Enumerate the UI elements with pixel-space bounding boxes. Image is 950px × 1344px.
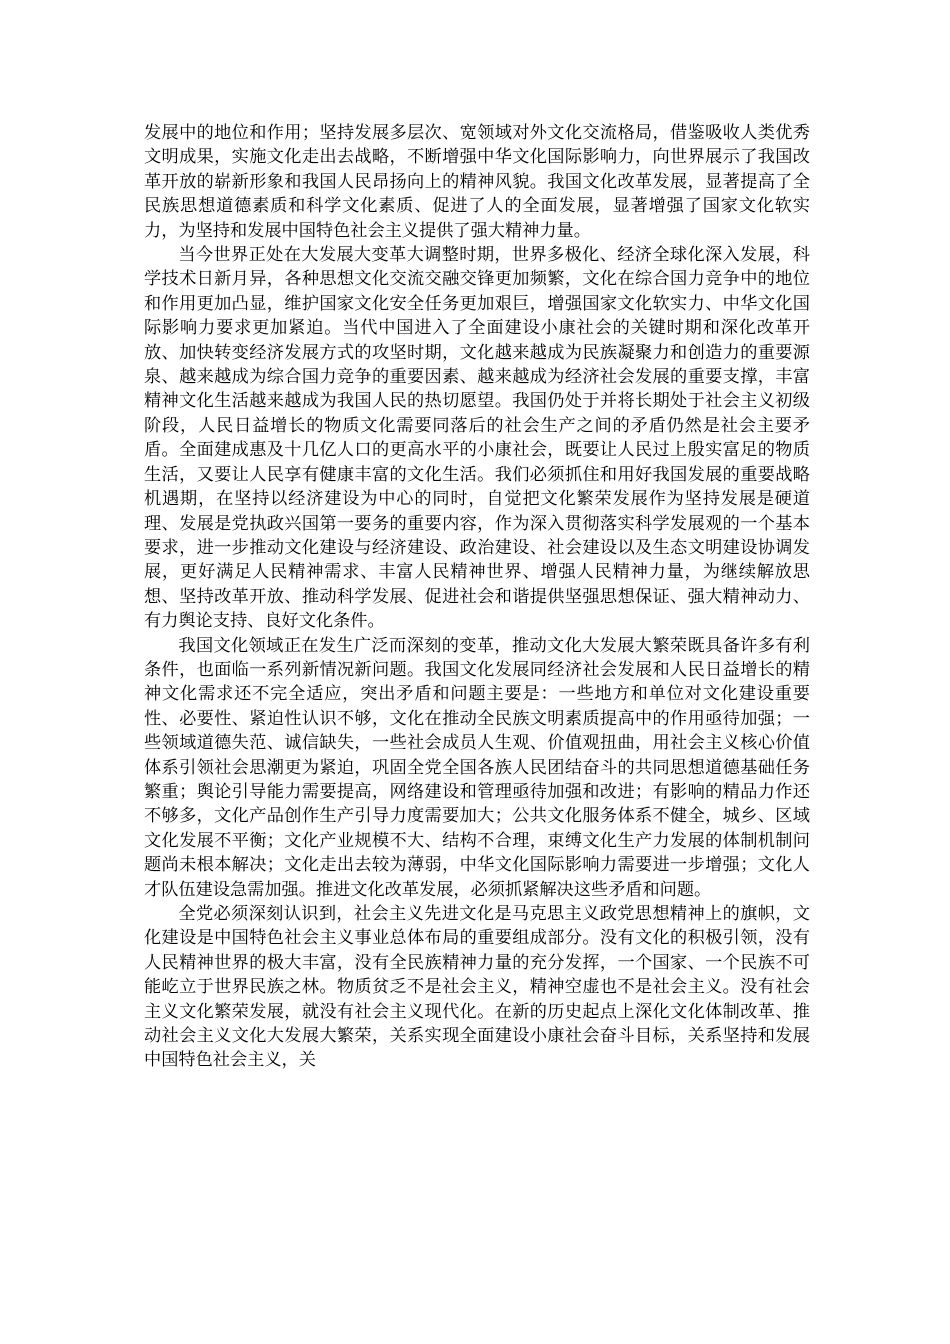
paragraph-continuation: 发展中的地位和作用；坚持发展多层次、宽领域对外文化交流格局，借鉴吸收人类优秀文明成果，实施文化走出去战略，不断增强中华文化国际影响力，向世界展示了我国改革开放的崭新形象和我国人民昂扬向上的精神风貌。我国文化改革发展，显著提高了全民族思想道德素质和科学文化素质、促进了人的全面发展，显著增强了国家文化软实力，为坚持和发展中国特色社会主义提供了强大精神力量。 (144, 123, 810, 241)
body-text (144, 121, 810, 1073)
paragraph: 我国文化领域正在发生广泛而深刻的变革，推动文化大发展大繁荣既具备许多有利条件，也面临一系列新情况新问题。我国文化发展同经济社会发展和人民日益增长的精神文化需求还不完全适应，突出矛盾和问题主要是：一些地方和单位对文化建设重要性、必要性、紧迫性认识不够，文化在推动全民族文明素质提高中的作用亟待加强；一些领域道德失范、诚信缺失，一些社会成员人生观、价值观扭曲，用社会主义核心价值体系引领社会思潮更为紧迫，巩固全党全国各族人民团结奋斗的共同思想道德基础任务繁重；舆论引导能力需要提高，网络建设和管理亟待加强和改进；有影响的精品力作还不够多，文化产品创作生产引导力度需要加大；公共文化服务体系不健全，城乡、区域文化发展不平衡；文化产业规模不大、结构不合理，束缚文化生产力发展的体制机制问题尚未根本解决；文化走出去较为薄弱，中华文化国际影响力需要进一步增强；文化人才队伍建设急需加强。推进文化改革发展，必须抓紧解决这些矛盾和问题。 (144, 635, 810, 900)
paragraph: 全党必须深刻认识到，社会主义先进文化是马克思主义政党思想精神上的旗帜，文化建设是中国特色社会主义事业总体布局的重要组成部分。没有文化的积极引领，没有人民精神世界的极大丰富，没有全民族精神力量的充分发挥，一个国家、一个民族不可能屹立于世界民族之林。物质贫乏不是社会主义，精神空虚也不是社会主义。没有社会主义文化繁荣发展，就没有社会主义现代化。在新的历史起点上深化文化体制改革、推动社会主义文化大发展大繁荣，关系实现全面建设小康社会奋斗目标，关系坚持和发展中国特色社会主义，关 (144, 904, 810, 1071)
paragraph: 当今世界正处在大发展大变革大调整时期，世界多极化、经济全球化深入发展，科学技术日新月异，各种思想文化交流交融交锋更加频繁，文化在综合国力竞争中的地位和作用更加凸显，维护国家文化安全任务更加艰巨，增强国家文化软实力、中华文化国际影响力要求更加紧迫。当代中国进入了全面建设小康社会的关键时期和深化改革开放、加快转变经济发展方式的攻坚时期，文化越来越成为民族凝聚力和创造力的重要源泉、越来越成为综合国力竞争的重要因素、越来越成为经济社会发展的重要支撑，丰富精神文化生活越来越成为我国人民的热切愿望。我国仍处于并将长期处于社会主义初级阶段，人民日益增长的物质文化需要同落后的社会生产之间的矛盾仍然是社会主要矛盾。全面建成惠及十几亿人口的更高水平的小康社会，既要让人民过上殷实富足的物质生活，又要让人民享有健康丰富的文化生活。我们必须抓住和用好我国发展的重要战略机遇期，在坚持以经济建设为中心的同时，自觉把文化繁荣发展作为坚持发展是硬道理、发展是党执政兴国第一要务的重要内容，作为深入贯彻落实科学发展观的一个基本要求，进一步推动文化建设与经济建设、政治建设、社会建设以及生态文明建设协调发展，更好满足人民精神需求、丰富人民精神世界、增强人民精神力量，为继续解放思想、坚持改革开放、推动科学发展、促进社会和谐提供坚强思想保证、强大精神动力、有力舆论支持、良好文化条件。 (144, 245, 810, 632)
